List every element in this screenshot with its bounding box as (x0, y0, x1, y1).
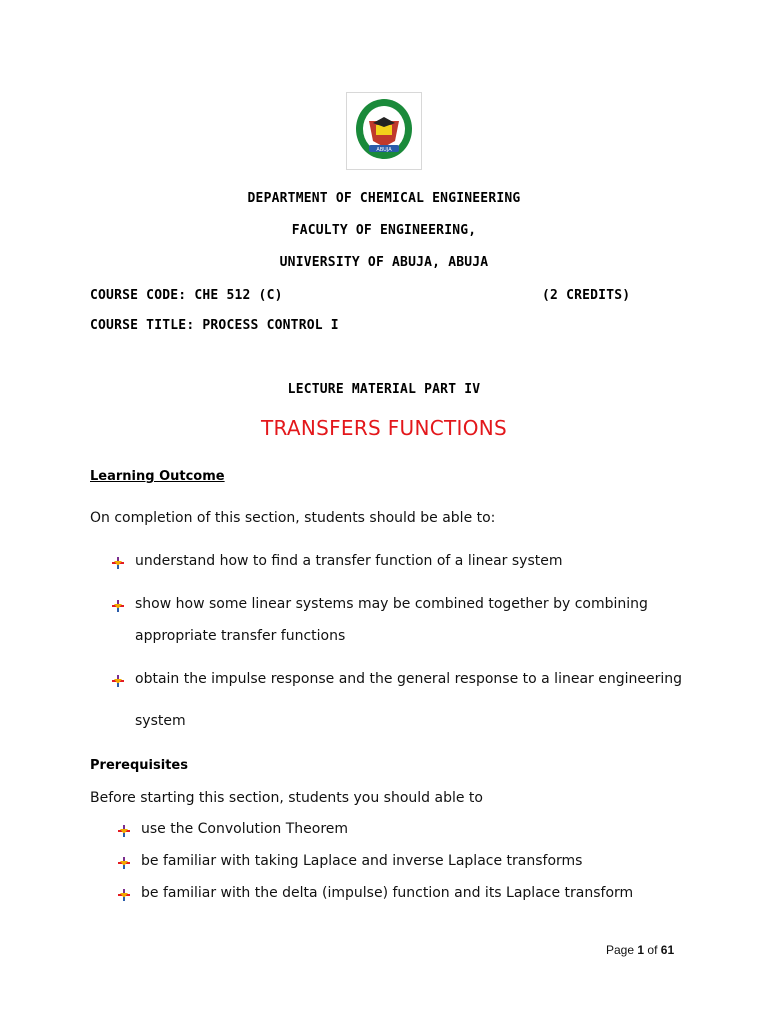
list-item-text-continued: appropriate transfer functions (135, 628, 346, 644)
university-line: UNIVERSITY OF ABUJA, ABUJA (279, 255, 489, 270)
course-title: COURSE TITLE: PROCESS CONTROL I (90, 318, 339, 333)
course-code: COURSE CODE: CHE 512 (C) (90, 288, 283, 303)
list-item-text: be familiar with the delta (impulse) function and its Laplace transform (141, 885, 634, 901)
prerequisites-intro: Before starting this section, students you should able to (90, 790, 483, 806)
lecture-title: TRANSFERS FUNCTIONS (260, 416, 507, 440)
arrow-bullet-icon (118, 825, 130, 837)
list-item-text-continued: system (135, 713, 186, 729)
list-item-text: be familiar with taking Laplace and inverse Laplace transforms (141, 853, 583, 869)
page-number-footer (606, 943, 674, 957)
arrow-bullet-icon (118, 857, 130, 869)
svg-text:ABUJA: ABUJA (376, 147, 392, 153)
list-item-text: use the Convolution Theorem (141, 821, 349, 837)
arrow-bullet-icon (112, 675, 124, 687)
faculty-line: FACULTY OF ENGINEERING, (291, 223, 477, 238)
list-item-text: understand how to find a transfer function of a linear system (135, 553, 563, 569)
learning-outcome-intro: On completion of this section, students should be able to: (90, 510, 496, 526)
arrow-bullet-icon (112, 557, 124, 569)
university-logo (346, 92, 422, 170)
prerequisites-heading: Prerequisites (90, 758, 188, 773)
learning-outcome-heading: Learning Outcome (90, 469, 225, 484)
university-crest-icon (347, 93, 421, 169)
list-item-text: obtain the impulse response and the general response to a linear engineering (135, 671, 682, 687)
department-line: DEPARTMENT OF CHEMICAL ENGINEERING (247, 191, 521, 206)
arrow-bullet-icon (118, 889, 130, 901)
list-item-text: show how some linear systems may be combined together by combining (135, 596, 648, 612)
page-label: Page (606, 943, 635, 957)
page-number: 1 (637, 943, 645, 957)
of-label: of (647, 943, 658, 957)
lecture-part: LECTURE MATERIAL PART IV (287, 382, 481, 397)
course-credits: (2 CREDITS) (542, 288, 631, 303)
arrow-bullet-icon (112, 600, 124, 612)
page-total: 61 (660, 943, 675, 957)
